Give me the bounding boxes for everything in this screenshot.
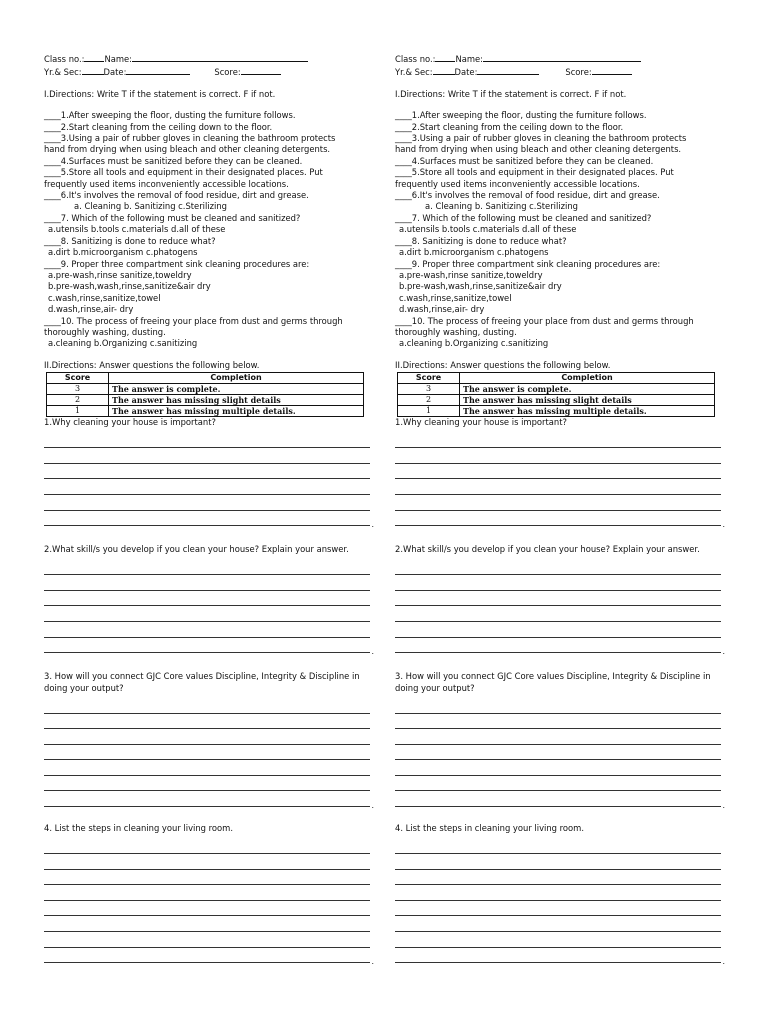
- yr-sec-label: Yr.& Sec:: [395, 67, 433, 78]
- class-no-blank[interactable]: [435, 52, 455, 62]
- name-label: Name:: [455, 54, 483, 64]
- class-no-blank[interactable]: [84, 52, 104, 62]
- answer-lines-4[interactable]: [44, 838, 370, 963]
- item-9-choice-c: c.wash,rinse,sanitize,towel: [48, 292, 161, 303]
- part2-directions: II.Directions: Answer questions the following below.: [44, 359, 260, 370]
- class-no-label: Class no.:: [395, 54, 436, 64]
- item-5: ____5.Store all tools and equipment in their designated places. Put: [395, 167, 674, 178]
- rubric-desc: The answer has missing multiple details.: [460, 406, 715, 417]
- item-3: ____3.Using a pair of rubber gloves in cleaning the bathroom protects: [395, 133, 687, 144]
- item-3-cont: hand from drying when using bleach and other cleaning detergents.: [395, 144, 682, 155]
- item-10: ____10. The process of freeing your place from dust and germs through: [44, 315, 343, 326]
- rubric-desc: The answer has missing multiple details.: [109, 406, 364, 417]
- rubric-score: 3: [47, 384, 109, 395]
- item-3-cont: hand from drying when using bleach and other cleaning detergents.: [44, 144, 331, 155]
- item-6-choices: a. Cleaning b. Sanitizing c.Sterilizing: [425, 201, 578, 212]
- item-2: ____2.Start cleaning from the ceiling down to the floor.: [44, 121, 273, 132]
- rubric-score: 1: [398, 406, 460, 417]
- question-2: 2.What skill/s you develop if you clean your house? Explain your answer.: [44, 544, 349, 555]
- item-6: ____6.It's involves the removal of food residue, dirt and grease.: [395, 190, 660, 201]
- item-6: ____6.It's involves the removal of food residue, dirt and grease.: [44, 190, 309, 201]
- item-1: ____1.After sweeping the floor, dusting the furniture follows.: [395, 110, 647, 121]
- item-10-choices: a.cleaning b.Organizing c.sanitizing: [48, 338, 198, 349]
- rubric-header-completion: Completion: [460, 373, 715, 384]
- question-4: 4. List the steps in cleaning your living room.: [395, 823, 584, 834]
- rubric-desc: The answer has missing slight details: [460, 395, 715, 406]
- rubric-header-score: Score: [47, 373, 109, 384]
- question-2: 2.What skill/s you develop if you clean your house? Explain your answer.: [395, 544, 700, 555]
- question-3: 3. How will you connect GJC Core values Discipline, Integrity & Discipline in doing your output?: [44, 671, 360, 693]
- header-row-1: [395, 52, 721, 65]
- rubric-desc: The answer is complete.: [109, 384, 364, 395]
- rubric-table: [46, 372, 364, 417]
- name-label: Name:: [104, 54, 132, 64]
- header-row-2: [44, 65, 370, 78]
- item-9-choice-b: b.pre-wash,wash,rinse,sanitize&air dry: [399, 281, 562, 292]
- item-9-choice-d: d.wash,rinse,air- dry: [399, 304, 485, 315]
- question-1: 1.Why cleaning your house is important?: [395, 417, 567, 428]
- item-9: ____9. Proper three compartment sink cleaning procedures are:: [395, 258, 661, 269]
- answer-lines-2[interactable]: [44, 560, 370, 654]
- item-9-choice-a: a.pre-wash,rinse sanitize,toweldry: [399, 269, 543, 280]
- item-9-choice-a: a.pre-wash,rinse sanitize,toweldry: [48, 269, 192, 280]
- score-blank[interactable]: [241, 65, 281, 75]
- score-blank[interactable]: [592, 65, 632, 75]
- worksheet-right: [395, 52, 721, 963]
- date-blank[interactable]: [126, 65, 190, 75]
- item-1: ____1.After sweeping the floor, dusting the furniture follows.: [44, 110, 296, 121]
- name-blank[interactable]: [132, 52, 308, 62]
- item-9: ____9. Proper three compartment sink cleaning procedures are:: [44, 258, 310, 269]
- item-7-choices: a.utensils b.tools c.materials d.all of these: [399, 224, 577, 235]
- answer-lines-3[interactable]: [44, 698, 370, 807]
- header-row-2: [395, 65, 721, 78]
- item-5-cont: frequently used items inconveniently accessible locations.: [395, 178, 640, 189]
- question-3: 3. How will you connect GJC Core values Discipline, Integrity & Discipline in doing your output?: [395, 671, 711, 693]
- class-no-label: Class no.:: [44, 54, 85, 64]
- rubric-desc: The answer is complete.: [460, 384, 715, 395]
- yr-sec-label: Yr.& Sec:: [44, 67, 82, 78]
- name-blank[interactable]: [483, 52, 641, 62]
- answer-lines-3[interactable]: [395, 698, 721, 807]
- part1-directions: I.Directions: Write T if the statement is correct. F if not.: [395, 88, 627, 99]
- rubric-score: 2: [47, 395, 109, 406]
- item-9-choice-d: d.wash,rinse,air- dry: [48, 304, 134, 315]
- item-8-choices: a.dirt b.microorganism c.phatogens: [48, 247, 198, 258]
- item-7: ____7. Which of the following must be cleaned and sanitized?: [395, 212, 652, 223]
- worksheet-left: [44, 52, 370, 963]
- score-label: Score:: [214, 67, 241, 78]
- score-label: Score:: [565, 67, 592, 78]
- answer-lines-1[interactable]: [44, 433, 370, 527]
- item-10: ____10. The process of freeing your place from dust and germs through: [395, 315, 694, 326]
- date-label: Date:: [103, 67, 127, 78]
- rubric-table: [397, 372, 715, 417]
- item-4: ____4.Surfaces must be sanitized before they can be cleaned.: [44, 155, 303, 166]
- item-7-choices: a.utensils b.tools c.materials d.all of these: [48, 224, 226, 235]
- item-10-cont: thoroughly washing, dusting.: [395, 326, 517, 337]
- rubric-header-score: Score: [398, 373, 460, 384]
- answer-lines-2[interactable]: [395, 560, 721, 654]
- header-row-1: [44, 52, 370, 65]
- date-blank[interactable]: [477, 65, 539, 75]
- question-4: 4. List the steps in cleaning your living room.: [44, 823, 233, 834]
- date-label: Date:: [454, 67, 478, 78]
- item-10-choices: a.cleaning b.Organizing c.sanitizing: [399, 338, 549, 349]
- item-8-choices: a.dirt b.microorganism c.phatogens: [399, 247, 549, 258]
- part1-directions: I.Directions: Write T if the statement is correct. F if not.: [44, 88, 276, 99]
- rubric-desc: The answer has missing slight details: [109, 395, 364, 406]
- question-1: 1.Why cleaning your house is important?: [44, 417, 216, 428]
- item-5: ____5.Store all tools and equipment in their designated places. Put: [44, 167, 323, 178]
- item-2: ____2.Start cleaning from the ceiling down to the floor.: [395, 121, 624, 132]
- answer-lines-1[interactable]: [395, 433, 721, 527]
- item-9-choice-c: c.wash,rinse,sanitize,towel: [399, 292, 512, 303]
- item-10-cont: thoroughly washing, dusting.: [44, 326, 166, 337]
- item-8: ____8. Sanitizing is done to reduce what?: [395, 235, 567, 246]
- part2-directions: II.Directions: Answer questions the following below.: [395, 359, 611, 370]
- item-7: ____7. Which of the following must be cleaned and sanitized?: [44, 212, 301, 223]
- rubric-score: 2: [398, 395, 460, 406]
- yr-sec-blank[interactable]: [82, 65, 104, 75]
- item-9-choice-b: b.pre-wash,wash,rinse,sanitize&air dry: [48, 281, 211, 292]
- item-5-cont: frequently used items inconveniently accessible locations.: [44, 178, 289, 189]
- item-3: ____3.Using a pair of rubber gloves in cleaning the bathroom protects: [44, 133, 336, 144]
- rubric-score: 3: [398, 384, 460, 395]
- yr-sec-blank[interactable]: [433, 65, 455, 75]
- item-4: ____4.Surfaces must be sanitized before they can be cleaned.: [395, 155, 654, 166]
- item-8: ____8. Sanitizing is done to reduce what?: [44, 235, 216, 246]
- rubric-header-completion: Completion: [109, 373, 364, 384]
- item-6-choices: a. Cleaning b. Sanitizing c.Sterilizing: [74, 201, 227, 212]
- answer-lines-4[interactable]: [395, 838, 721, 963]
- rubric-score: 1: [47, 406, 109, 417]
